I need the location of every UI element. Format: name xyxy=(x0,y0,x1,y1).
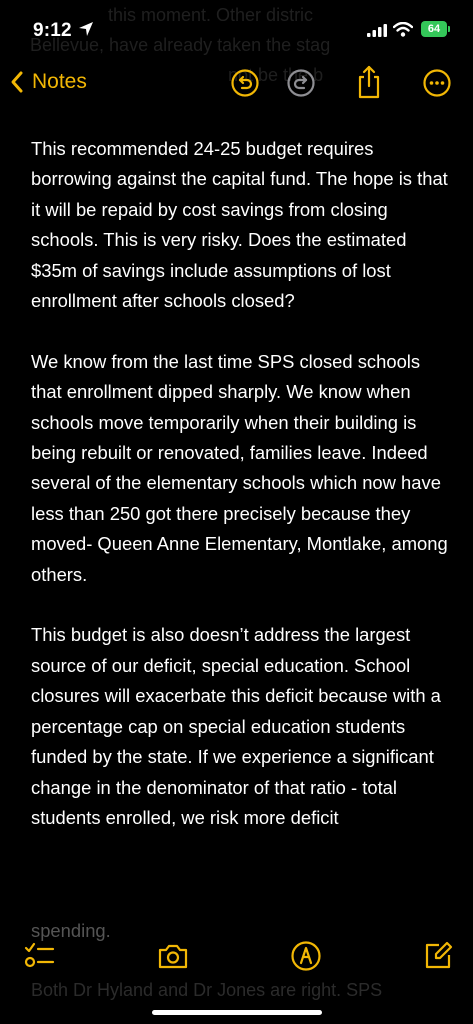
note-text-below-toolbar: Both Dr Hyland and Dr Jones are right. SPS xyxy=(31,980,383,1000)
ghost-line: not be the b xyxy=(228,65,324,85)
more-icon[interactable] xyxy=(422,68,452,98)
markup-icon[interactable] xyxy=(290,940,322,972)
note-body[interactable] xyxy=(31,134,451,864)
cellular-signal-icon xyxy=(367,24,387,37)
camera-icon[interactable] xyxy=(157,940,189,972)
chevron-left-icon xyxy=(10,70,24,94)
ghost-line: Bellevue, have already taken the stag xyxy=(30,35,331,55)
ghost-line: this moment. Other distric xyxy=(108,5,314,25)
note-paragraph: This budget is also doesn’t address the largest source of our deficit, special education. School closures will exacerbate this deficit because with a percentage cap on special education students funded by the state. If we experience a significant change in the denominator of that ratio - total students enrolled, we risk more deficit xyxy=(31,624,441,828)
undo-icon[interactable] xyxy=(230,68,260,98)
compose-icon[interactable] xyxy=(422,940,454,972)
navigation-bar xyxy=(0,62,473,108)
location-arrow-icon xyxy=(78,21,94,37)
note-paragraph: We know from the last time SPS closed schools that enrollment dipped sharply. We know when schools move temporarily when their building is being rebuilt or renovated, families leave. Indeed several of the elementary schools which now have less than 250 got there precisely because they moved- Queen Anne Elementary, Montlake, among others. xyxy=(31,350,448,585)
share-icon[interactable] xyxy=(355,64,383,100)
back-button-label: Notes xyxy=(32,70,87,93)
bottom-toolbar xyxy=(0,940,473,980)
status-bar xyxy=(0,0,473,60)
note-text-under-toolbar: spending. xyxy=(31,920,111,941)
battery-icon xyxy=(421,21,447,37)
wifi-icon xyxy=(393,22,413,37)
battery-nub xyxy=(448,26,450,32)
note-paragraph: This recommended 24-25 budget requires borrowing against the capital fund. The hope is that it will be repaid by cost savings from closing schools. This is very risky. Does the estimated $35m of savings include assumptions of lost enrollment after schools closed? xyxy=(31,138,448,312)
battery-level: 64 xyxy=(427,23,441,35)
redo-icon[interactable] xyxy=(286,68,316,98)
home-indicator[interactable] xyxy=(152,1010,322,1015)
checklist-icon[interactable] xyxy=(23,940,55,972)
status-time: 9:12 xyxy=(33,20,72,41)
back-button[interactable] xyxy=(10,70,87,94)
